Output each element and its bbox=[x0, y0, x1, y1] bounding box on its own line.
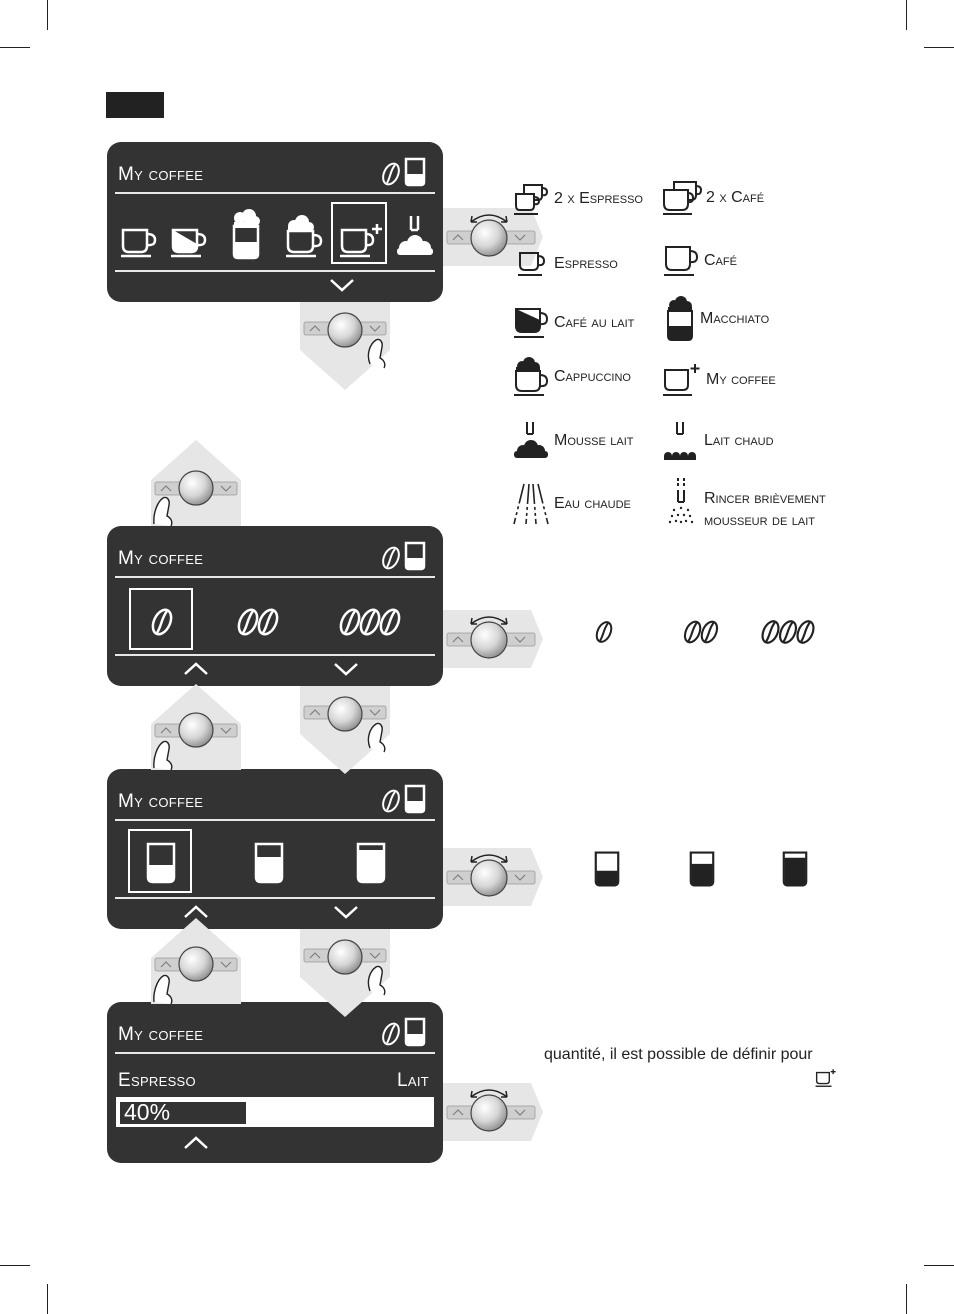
legend-item-cappuccino bbox=[512, 356, 631, 398]
my-coffee-icon bbox=[662, 362, 702, 398]
bean-mild-icon bbox=[147, 606, 177, 638]
bean-strong-icon bbox=[757, 618, 819, 646]
legend-label: 2 x Café bbox=[706, 189, 765, 206]
chevron-up-icon bbox=[183, 1136, 209, 1150]
bean-icon bbox=[379, 1020, 403, 1048]
crop-mark bbox=[906, 1284, 907, 1314]
legend-label: My coffee bbox=[706, 371, 776, 388]
espresso-label: Espresso bbox=[118, 1070, 196, 1091]
crop-mark bbox=[0, 1265, 30, 1266]
my-coffee-icon bbox=[815, 1068, 837, 1088]
cup-large-icon bbox=[355, 841, 387, 885]
rinse-frother-icon bbox=[664, 476, 698, 528]
panel-title: My coffee bbox=[118, 1024, 204, 1045]
my-coffee-icon bbox=[339, 222, 385, 260]
divider bbox=[115, 654, 435, 656]
hot-water-icon bbox=[512, 482, 550, 526]
rotary-knob[interactable] bbox=[443, 848, 543, 906]
divider bbox=[115, 192, 435, 194]
display-panel-cup-size bbox=[107, 769, 443, 929]
panel-title: My coffee bbox=[118, 791, 204, 812]
cup-medium-icon bbox=[688, 850, 716, 888]
divider bbox=[115, 1052, 435, 1054]
cup-size-icon bbox=[403, 1016, 427, 1048]
rotary-knob[interactable] bbox=[443, 610, 543, 668]
bean-normal-icon bbox=[680, 618, 722, 646]
navigate-up-control[interactable] bbox=[151, 684, 241, 770]
crop-mark bbox=[47, 0, 48, 30]
bean-icon bbox=[379, 787, 403, 815]
legend-label: Eau chaude bbox=[554, 495, 631, 512]
macchiato-icon bbox=[664, 296, 696, 342]
panel-title: My coffee bbox=[118, 548, 204, 569]
crop-mark bbox=[0, 47, 30, 48]
chevron-up-icon bbox=[183, 662, 209, 676]
milk-foam-icon bbox=[512, 420, 550, 462]
crop-mark bbox=[924, 47, 954, 48]
legend-label: Café au lait bbox=[554, 314, 635, 331]
cup-size-icon bbox=[403, 540, 427, 572]
legend-item-macchiato bbox=[664, 296, 769, 342]
navigate-down-control[interactable] bbox=[300, 686, 390, 774]
legend-item-espresso bbox=[516, 250, 618, 278]
hot-milk-icon bbox=[662, 420, 700, 462]
bean-icon bbox=[379, 160, 403, 188]
display-panel-beverage bbox=[107, 142, 443, 302]
crop-mark bbox=[924, 1265, 954, 1266]
bean-mild-icon bbox=[592, 618, 616, 646]
double-coffee-icon bbox=[662, 180, 702, 216]
legend-label: mousseur de lait bbox=[704, 512, 815, 529]
cup-small-icon bbox=[145, 841, 177, 885]
milk-label: Lait bbox=[397, 1070, 429, 1091]
legend-item-my-coffee bbox=[662, 362, 776, 398]
navigate-down-control[interactable] bbox=[300, 929, 390, 1017]
ratio-value: 40% bbox=[124, 1099, 171, 1125]
cafe-au-lait-icon bbox=[169, 224, 209, 260]
cappuccino-icon bbox=[283, 212, 325, 260]
navigate-up-control[interactable] bbox=[151, 918, 241, 1004]
ratio-bar[interactable] bbox=[116, 1097, 434, 1127]
legend-item-cafe-au-lait bbox=[512, 306, 634, 340]
navigate-up-control[interactable] bbox=[151, 440, 241, 526]
navigate-down-control[interactable] bbox=[300, 302, 390, 390]
bean-icon bbox=[379, 544, 403, 572]
legend-label: Cappuccino bbox=[554, 368, 631, 385]
divider bbox=[115, 897, 435, 899]
cup-medium-icon bbox=[253, 841, 285, 885]
legend-label: 2 x Espresso bbox=[554, 190, 643, 207]
bean-strong-icon bbox=[335, 606, 405, 638]
rotary-knob[interactable] bbox=[443, 1083, 543, 1141]
milk-foam-icon bbox=[393, 214, 437, 260]
legend-label: Mousse lait bbox=[554, 432, 634, 449]
cappuccino-icon bbox=[512, 356, 550, 398]
legend-label: Rincer brièvement bbox=[704, 490, 826, 507]
legend-item-double-espresso bbox=[512, 182, 643, 216]
chevron-up-icon bbox=[183, 905, 209, 919]
legend-item-rinse-frother bbox=[664, 476, 826, 532]
divider bbox=[115, 270, 435, 272]
divider bbox=[115, 576, 435, 578]
legend-item-double-coffee bbox=[662, 180, 764, 216]
body-text: quantité, il est possible de définir pour bbox=[544, 1046, 813, 1063]
display-panel-ratio bbox=[107, 1002, 443, 1163]
legend-label: Lait chaud bbox=[704, 432, 774, 449]
legend-label: Macchiato bbox=[700, 310, 770, 327]
legend-item-coffee bbox=[662, 244, 737, 278]
legend-label: Espresso bbox=[554, 255, 618, 272]
crop-mark bbox=[47, 1284, 48, 1314]
cup-size-icon bbox=[403, 156, 427, 188]
cafe-au-lait-icon bbox=[512, 306, 550, 340]
espresso-icon bbox=[516, 250, 550, 278]
crop-mark bbox=[906, 0, 907, 30]
macchiato-icon bbox=[229, 208, 263, 260]
chevron-down-icon bbox=[333, 662, 359, 676]
legend-item-hot-milk bbox=[662, 420, 774, 462]
section-tab bbox=[106, 92, 164, 118]
bean-normal-icon bbox=[233, 606, 283, 638]
legend-label: Café bbox=[704, 252, 737, 269]
legend-item-hot-water bbox=[512, 482, 631, 526]
cup-size-icon bbox=[403, 783, 427, 815]
cup-large-icon bbox=[781, 850, 809, 888]
coffee-icon bbox=[119, 224, 159, 260]
coffee-icon bbox=[662, 244, 700, 278]
divider bbox=[115, 819, 435, 821]
chevron-down-icon bbox=[333, 905, 359, 919]
double-espresso-icon bbox=[512, 182, 550, 216]
chevron-down-icon bbox=[329, 278, 355, 292]
display-panel-strength bbox=[107, 526, 443, 686]
panel-title: My coffee bbox=[118, 164, 204, 185]
legend-item-milk-foam bbox=[512, 420, 634, 462]
cup-small-icon bbox=[593, 850, 621, 888]
